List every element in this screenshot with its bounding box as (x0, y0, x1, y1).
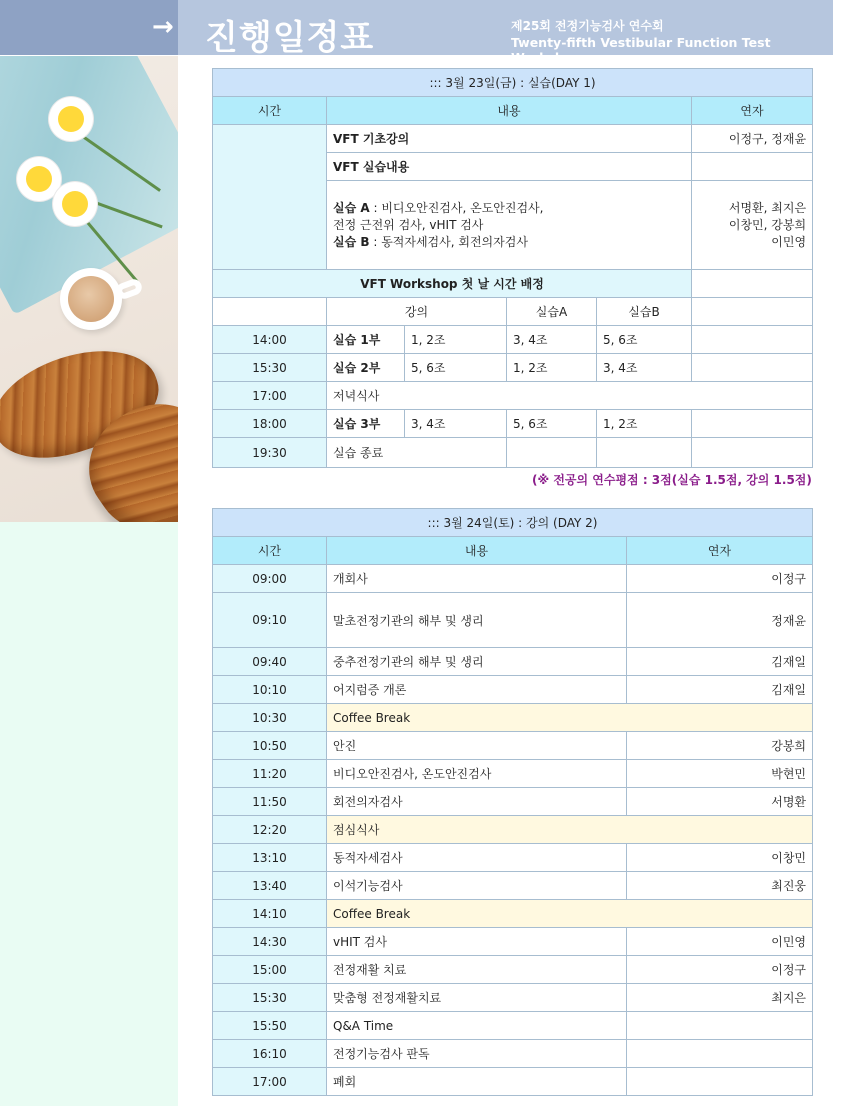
row-speaker: 김재일 (627, 648, 813, 676)
daisy-flower (58, 106, 84, 132)
row-time: 11:50 (213, 788, 327, 816)
subtitle-english: Twenty-fifth Vestibular Function Test Workshop (511, 35, 771, 65)
table-row (213, 1040, 813, 1068)
lecture-content: VFT 기초강의 (327, 125, 692, 153)
header-time: 시간 (213, 97, 327, 125)
row-time: 10:30 (213, 704, 327, 732)
row-break: 점심식사 (327, 816, 813, 844)
row-a-group: 3, 4조 (507, 326, 597, 354)
table-row (213, 704, 813, 732)
alloc-header-a: 실습A (507, 298, 597, 326)
header-time: 시간 (213, 537, 327, 565)
table-row (213, 410, 813, 438)
row-speaker: 서명환 (627, 788, 813, 816)
practice-b-line (333, 234, 685, 251)
row-empty (507, 438, 597, 468)
header-speaker: 연자 (692, 97, 813, 125)
practice-title-speaker (692, 153, 813, 181)
table-row (213, 593, 813, 648)
row-empty (692, 438, 813, 468)
table-row (213, 788, 813, 816)
row-time: 09:40 (213, 648, 327, 676)
row-a-group: 5, 6조 (507, 410, 597, 438)
row-content: 어지럼증 개론 (327, 676, 627, 704)
row-time: 10:50 (213, 732, 327, 760)
practice-speakers-line1: 서명환, 최지은 (728, 200, 807, 215)
practice-a-label: 실습 A (333, 200, 370, 215)
alloc-header-b: 실습B (597, 298, 692, 326)
row-time: 13:10 (213, 844, 327, 872)
breakfast-photo (0, 56, 178, 522)
row-session: 실습 2부 (327, 354, 405, 382)
row-b-group: 5, 6조 (597, 326, 692, 354)
table-row (213, 438, 813, 468)
day2-schedule-table (212, 508, 813, 1096)
table-row (213, 900, 813, 928)
row-lecture-group: 5, 6조 (405, 354, 507, 382)
row-content: 전정재활 치료 (327, 956, 627, 984)
row-content: 회전의자검사 (327, 788, 627, 816)
coffee-cup (60, 268, 122, 330)
row-time: 09:10 (213, 593, 327, 648)
table-row (213, 565, 813, 593)
row-break: Coffee Break (327, 900, 813, 928)
day2-title: ::: 3월 24일(토) : 강의 (DAY 2) (213, 509, 813, 537)
row-speaker: 강봉희 (627, 732, 813, 760)
table-row (213, 816, 813, 844)
row-speaker: 김재일 (627, 676, 813, 704)
row-break: Coffee Break (327, 704, 813, 732)
page-title: 진행일정표 (205, 18, 375, 58)
daisy-flower (26, 166, 52, 192)
table-row (213, 844, 813, 872)
row-content: 폐회 (327, 1068, 627, 1096)
cup-handle (114, 277, 144, 301)
row-empty (597, 438, 692, 468)
row-time: 14:30 (213, 928, 327, 956)
table-row (213, 1012, 813, 1040)
row-speaker: 이민영 (627, 928, 813, 956)
row-time: 14:10 (213, 900, 327, 928)
practice-a-text: : 비디오안진검사, 온도안진검사, (369, 200, 544, 215)
day1-title: ::: 3월 23일(금) : 실습(DAY 1) (213, 69, 813, 97)
row-speaker: 최진웅 (627, 872, 813, 900)
day1-schedule-table (212, 68, 813, 468)
time-cell-empty (213, 125, 327, 270)
row-speaker: 이창민 (627, 844, 813, 872)
row-content: 개회사 (327, 565, 627, 593)
row-time: 15:30 (213, 984, 327, 1012)
practice-a-line2: 전정 근전위 검사, vHIT 검사 (333, 217, 484, 232)
practice-b-text: : 동적자세검사, 회전의자검사 (369, 234, 528, 249)
row-content: 중추전정기관의 해부 및 생리 (327, 648, 627, 676)
table-row (213, 928, 813, 956)
table-row (213, 760, 813, 788)
row-empty (692, 354, 813, 382)
row-content: 전정기능검사 판독 (327, 1040, 627, 1068)
daisy-flower (62, 191, 88, 217)
row-time: 11:20 (213, 760, 327, 788)
row-time: 18:00 (213, 410, 327, 438)
table-row (213, 326, 813, 354)
table-row (213, 354, 813, 382)
page-header (0, 0, 833, 65)
row-content: Q&A Time (327, 1012, 627, 1040)
practice-title: VFT 실습내용 (327, 153, 692, 181)
row-b-group: 1, 2조 (597, 410, 692, 438)
row-session: 실습 1부 (327, 326, 405, 354)
coffee (68, 276, 114, 322)
alloc-header-lecture: 강의 (327, 298, 507, 326)
practice-speakers-line2: 이창민, 강봉희 (728, 217, 807, 232)
row-speaker: 이정구 (627, 956, 813, 984)
practice-details (327, 181, 692, 270)
header-speaker: 연자 (627, 537, 813, 565)
table-row (213, 382, 813, 410)
row-dinner: 저녁식사 (327, 382, 813, 410)
row-speaker (627, 1040, 813, 1068)
row-speaker: 이정구 (627, 565, 813, 593)
row-content: 안진 (327, 732, 627, 760)
row-a-group: 1, 2조 (507, 354, 597, 382)
row-speaker (627, 1068, 813, 1096)
alloc-header-time-empty (213, 298, 327, 326)
row-content: 맞춤형 전정재활치료 (327, 984, 627, 1012)
table-row (213, 956, 813, 984)
table-row (213, 732, 813, 760)
table-row (213, 1068, 813, 1096)
row-time: 12:20 (213, 816, 327, 844)
arrow-right-icon: → (152, 12, 174, 42)
allocation-title: VFT Workshop 첫 날 시간 배정 (213, 270, 692, 298)
row-end: 실습 종료 (327, 438, 507, 468)
table-row (213, 648, 813, 676)
allocation-title-empty (692, 270, 813, 298)
credit-note: (※ 전공의 연수평점 : 3점(실습 1.5점, 강의 1.5점) (532, 473, 812, 487)
row-time: 13:40 (213, 872, 327, 900)
table-row (213, 872, 813, 900)
practice-b-label: 실습 B (333, 234, 370, 249)
table-row (213, 676, 813, 704)
row-content: 말초전정기관의 해부 및 생리 (327, 593, 627, 648)
row-content: 비디오안진검사, 온도안진검사 (327, 760, 627, 788)
table-row (213, 984, 813, 1012)
row-time: 15:00 (213, 956, 327, 984)
row-time: 19:30 (213, 438, 327, 468)
row-empty (692, 326, 813, 354)
row-time: 17:00 (213, 382, 327, 410)
lecture-speaker: 이정구, 정재윤 (692, 125, 813, 153)
row-speaker: 박현민 (627, 760, 813, 788)
row-time: 17:00 (213, 1068, 327, 1096)
row-b-group: 3, 4조 (597, 354, 692, 382)
row-content: 동적자세검사 (327, 844, 627, 872)
practice-speakers-line3: 이민영 (771, 234, 807, 249)
row-session: 실습 3부 (327, 410, 405, 438)
row-time: 16:10 (213, 1040, 327, 1068)
header-content: 내용 (327, 97, 692, 125)
row-speaker (627, 1012, 813, 1040)
row-speaker: 정재윤 (627, 593, 813, 648)
practice-a-line1 (333, 200, 685, 217)
row-speaker: 최지은 (627, 984, 813, 1012)
row-time: 10:10 (213, 676, 327, 704)
row-content: vHIT 검사 (327, 928, 627, 956)
row-lecture-group: 3, 4조 (405, 410, 507, 438)
row-time: 15:50 (213, 1012, 327, 1040)
alloc-header-empty (692, 298, 813, 326)
header-content: 내용 (327, 537, 627, 565)
row-time: 14:00 (213, 326, 327, 354)
subtitle-korean: 제25회 전정기능검사 연수회 (511, 19, 664, 33)
row-time: 09:00 (213, 565, 327, 593)
row-lecture-group: 1, 2조 (405, 326, 507, 354)
practice-speakers (692, 181, 813, 270)
row-empty (692, 410, 813, 438)
row-content: 이석기능검사 (327, 872, 627, 900)
row-time: 15:30 (213, 354, 327, 382)
